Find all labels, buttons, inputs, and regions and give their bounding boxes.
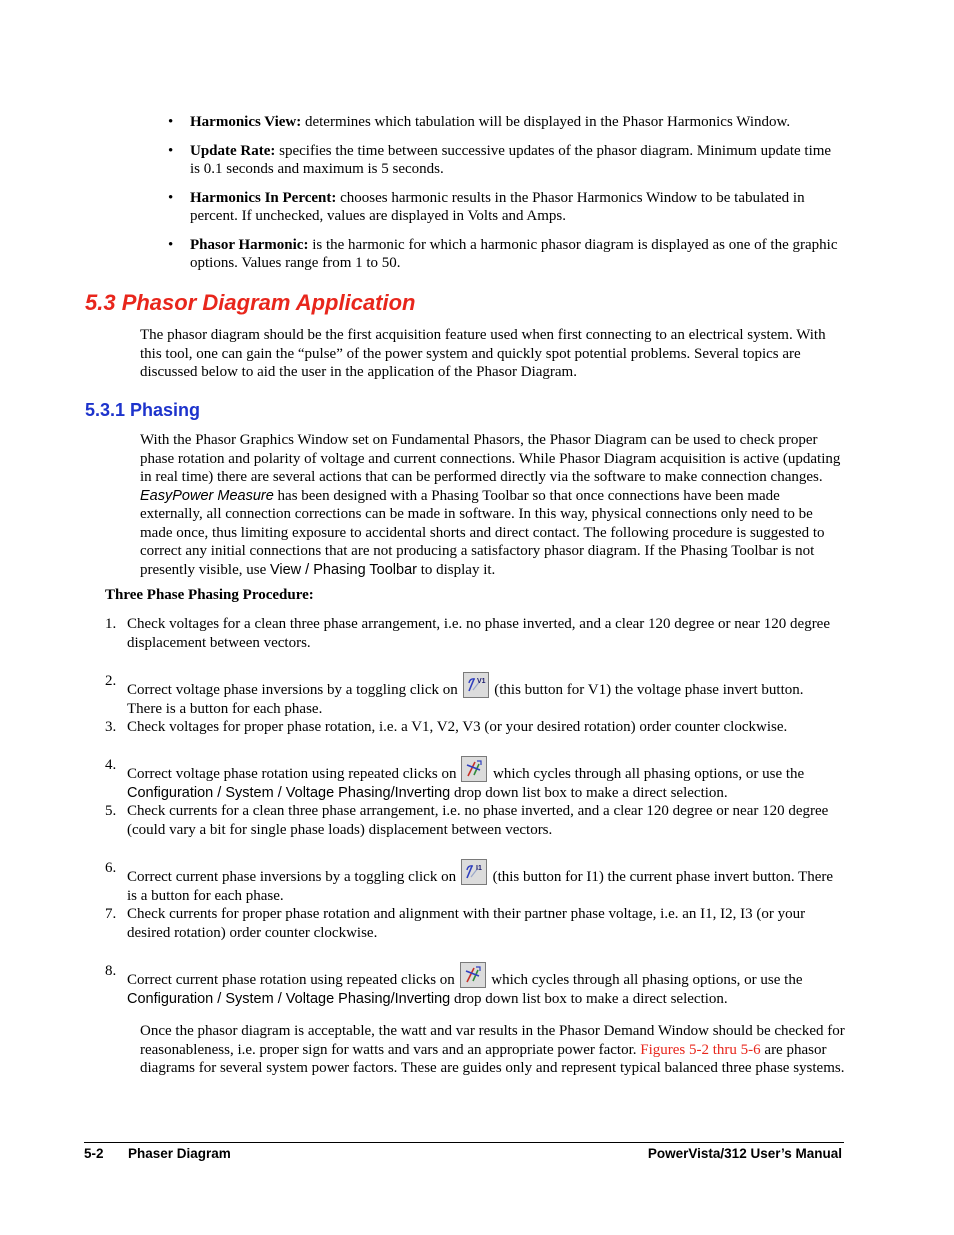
step-text: which cycles through all phasing options, or use the [489,766,805,782]
bullet-text: determines which tabulation will be displayed in the Phasor Harmonics Window. [301,114,791,130]
step-text: Check voltages for proper phase rotation, i.e. a V1, V2, V3 (or your desired rotation) order counter clockwise. [127,719,788,735]
bullet-text: chooses harmonic results in the Phasor Harmonics Window to be tabulated in percent. If unchecked, values are displayed in Volts and Amps. [190,190,805,224]
i1-invert-icon [461,859,487,885]
bullet-dot: • [168,190,174,206]
subsection-heading: 5.3.1 Phasing [85,400,201,420]
bullet-dot: • [168,143,174,159]
step-text: Correct voltage phase inversions by a toggling click on [127,682,462,698]
step-text: drop down list box to make a direct selection. [450,990,728,1007]
step-number: 6. [105,860,117,876]
bullet-dot: • [168,114,174,130]
bullet-term: Update Rate: [190,143,276,159]
section-intro: The phasor diagram should be the first acquisition feature used when first connecting to an electrical system. With this tool, one can gain the “pulse” of the power system and quickly spot potential problems. Several topics are discussed below to aid the user in the application of the Phasor Diagram. [140,327,826,380]
bullet-term: Phasor Harmonic: [190,237,309,253]
phasing-text-end: to display it. [416,561,496,578]
procedure-title: Three Phase Phasing Procedure: [105,587,314,603]
step-text: Correct current phase rotation using repeated clicks on [127,972,459,988]
product-name: EasyPower Measure [140,487,274,504]
step-text: which cycles through all phasing options, or use the [487,972,803,988]
bullet-term: Harmonics In Percent: [190,190,337,206]
bullet-text: is the harmonic for which a harmonic phasor diagram is displayed as one of the graphic options. Values range from 1 to 50. [190,237,838,271]
bullet-dot: • [168,237,174,253]
voltage-phase-cycle-icon [461,756,487,782]
step-text: Check voltages for a clean three phase arrangement, i.e. no phase inverted, and a clear 120 degree or near 120 degree displacement between vectors. [127,616,831,651]
footer-chapter: Phaser Diagram [128,1146,231,1161]
step-number: 1. [105,616,117,632]
step-number: 3. [105,719,117,735]
closing-text-2: are phasor diagrams for several system power factors. These are guides only and represent typical balanced three phase systems. [140,1041,845,1076]
step-text: Correct current phase inversions by a toggling click on [127,869,460,885]
step-number: 8. [105,963,117,979]
step-text: drop down list box to make a direct selection. [450,784,728,801]
step-text: Check currents for a clean three phase arrangement, i.e. no phase inverted, and a clear 120 degree or near 120 degree (could vary a bit for single phase loads) displacement between vectors. [127,803,829,838]
svg-text:V1: V1 [476,678,486,685]
step-number: 7. [105,906,117,922]
closing-paragraph [140,1022,845,1078]
footer-rule [84,1142,844,1143]
closing-text-1: Once the phasor diagram is acceptable, the watt and var results in the Phasor Demand Window should be checked for reasonableness, i.e. proper sign for watts and vars and an appropriate power factor. [140,1023,845,1058]
v1-invert-icon [463,672,489,698]
step-number: 4. [105,757,117,773]
menu-path-voltage-phasing: Configuration / System / Voltage Phasing/Inverting [127,784,451,801]
bullet-term: Harmonics View: [190,114,302,130]
step-text: (this button for I1) the current phase invert button. There is a button for each phase. [127,869,834,904]
phasing-text-1: With the Phasor Graphics Window set on Fundamental Phasors, the Phasor Diagram can be used to check proper phase rotation and polarity of voltage and current connections. While Phasor Diagram acquisition is active (updating in real time) there are several actions that can be performed directly via the software to make connection changes. [140,432,841,485]
footer-page-number: 5-2 [84,1146,104,1161]
bullet-text: specifies the time between successive updates of the phasor diagram. Minimum update time is 0.1 seconds and maximum is 5 seconds. [190,143,832,177]
step-text: Check currents for proper phase rotation and alignment with their partner phase voltage, i.e. an I1, I2, I3 (or your desired rotation) order counter clockwise. [127,906,806,941]
phasing-text-2: has been designed with a Phasing Toolbar so that once connections have been made externally, all connection corrections can be made in software. In this way, physical connections only need to be made once, thus limiting exposure to accidental shorts and direct contact. The following procedure is suggested to correct any initial connections that are not producing a satisfactory phasor diagram. If the Phasing Toolbar is not presently visible, use [140,487,825,578]
step-number: 5. [105,803,117,819]
step-number: 2. [105,673,117,689]
menu-path-voltage-phasing: Configuration / System / Voltage Phasing/Inverting [127,990,451,1007]
svg-text:I1: I1 [475,865,482,872]
menu-path-view-phasing-toolbar: View / Phasing Toolbar [269,561,417,578]
current-phase-cycle-icon [460,962,486,988]
figures-link[interactable]: Figures 5-2 thru 5-6 [640,1041,761,1058]
footer-manual-title: PowerVista/312 User’s Manual [647,1146,842,1161]
phasing-paragraph [140,431,845,579]
step-text: Correct voltage phase rotation using repeated clicks on [127,766,461,782]
section-heading: 5.3 Phasor Diagram Application [85,290,416,315]
step-text: (this button for V1) the voltage phase invert button. There is a button for each phase. [127,682,804,717]
